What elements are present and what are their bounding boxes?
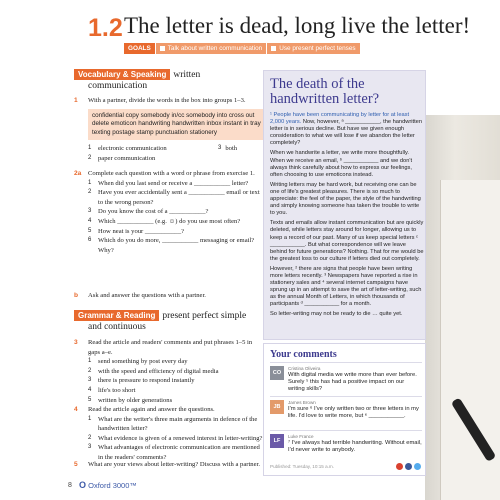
avatar: JB: [270, 400, 284, 414]
article-paragraph: However, ² there are signs that people have been writing more letters recently. ³ Newspapers have reported a rise in stationery sales and ⁴ several internet campaigns have sprung up in an attempt to save the art of letter-writing, such as the annual Month of Letters, in which thousands of participants ᵈ ___________ for a month.: [270, 265, 422, 308]
section-title-cont: communication: [88, 81, 148, 91]
comment-text: With digital media we write more than ever before. Surely ⁵ this has had a positive impact on our writing skills?: [288, 372, 417, 393]
page-title: The letter is dead, long live the letter!: [124, 13, 471, 38]
exercise-instruction: Complete each question with a word or phrase from exercise 1.: [88, 170, 255, 177]
comment-author: Luke France: [288, 434, 314, 439]
section-title: present perfect simple: [162, 311, 247, 321]
comment-author: Cristina Oliveira: [288, 366, 321, 371]
section-title: written: [173, 70, 201, 80]
word-box: confidential copy somebody in/cc somebody into cross out delete emoticon handwriting handwritten inbox instant in tray texting postage stamp punctuation stationery: [88, 109, 266, 141]
section-heading-vocabulary: [74, 70, 264, 91]
comment-text: I'm sure ⁶ I've only written two or three letters in my life. I'd love to write more, but ᵉ ___________.: [288, 406, 419, 420]
oxford-key-icon: O: [79, 480, 87, 490]
comment-item: [270, 434, 422, 454]
exercise-number: 3: [74, 339, 78, 346]
exercise-1: [74, 96, 264, 164]
unit-number: 1.2: [88, 14, 123, 42]
checkbox-square-icon: [160, 46, 165, 51]
article-paragraph: Texts and emails allow instant communication but are quickly deleted, while letters stay around for longer, allowing us to keep a record of our past. Many of us keep special letters ᶜ ___________. But what correspondence will we leave behind for future generations? Nothing. That for me would be the greatest loss to our culture if letters died out completely.: [270, 220, 424, 262]
goal-item: [156, 43, 266, 54]
question-list: [88, 415, 264, 463]
avatar: LF: [270, 434, 284, 448]
article-paragraph: Writing letters may be hard work, but receiving one can be one of life's greatest pleasures. There is so much to appreciate: the feel of the paper, the style of the handwriting and simply knowing someone has taken the trouble to write to you.: [270, 181, 421, 217]
comments-title: Your comments: [270, 349, 337, 360]
list-item: 2 Have you ever accidentally sent a ___________ email or text to the wrong person?: [88, 189, 260, 206]
avatar: CO: [270, 366, 284, 380]
goals-label: GOALS: [124, 43, 155, 54]
exercise-instruction: With a partner, divide the words in the box into groups 1–3.: [88, 97, 246, 104]
oxford-label: Oxford 3000™: [88, 481, 137, 490]
divider: [270, 396, 422, 397]
goal-text: Use present perfect tenses: [279, 45, 356, 52]
exercise-instruction: Read the article again and answer the questions.: [88, 406, 215, 413]
list-item: 2 What evidence is given of a renewed interest in letter-writing?: [88, 434, 263, 442]
exercise-5: [74, 460, 264, 470]
article-title: The death of the handwritten letter?: [270, 76, 380, 107]
article-body: [270, 112, 424, 322]
exercise-instruction: What are your views about letter-writing? Discuss with a partner.: [88, 461, 260, 468]
comment-text: ⁷ I've always had terrible handwriting. Without email, I'd never write to anybody.: [288, 440, 422, 454]
list-item: 4 Which ___________ (e.g. ☺) do you use most often?: [88, 217, 241, 225]
exercise-2a: [74, 169, 264, 255]
section-tag: Grammar & Reading: [74, 310, 159, 321]
share-icon[interactable]: [414, 463, 421, 470]
comment-item: [270, 366, 422, 394]
goal-item: [267, 43, 359, 54]
exercise-number: 2a: [74, 170, 82, 177]
list-item: 4 life's too short: [88, 386, 136, 394]
exercise-instruction: Ask and answer the questions with a partner.: [88, 292, 206, 299]
oxford-3000-badge: [79, 480, 137, 490]
list-item: 1 electronic communication 3 both: [88, 145, 238, 153]
exercise-3: [74, 338, 264, 405]
article-panel: [263, 70, 426, 340]
section-heading-grammar: [74, 311, 274, 332]
comment-author: James Brown: [288, 400, 316, 405]
checkbox-square-icon: [271, 46, 276, 51]
exercise-number: 5: [74, 461, 78, 468]
comments-panel: [263, 343, 426, 476]
phrase-list: [88, 357, 264, 405]
comment-item: [270, 400, 422, 420]
list-item: 2 paper communication: [88, 154, 156, 162]
question-list: [88, 179, 264, 256]
exercise-number: 4: [74, 406, 78, 413]
list-item: 6 Which do you do more, ___________ messaging or email? Why?: [88, 237, 255, 254]
list-item: 3 there is pressure to respond instantly: [88, 377, 195, 385]
exercise-number: b: [74, 292, 79, 299]
article-paragraph: When we handwrite a letter, we write more thoughtfully. When we receive an email, ᵇ ___________ and we don't always think carefully about how to express our feelings, often choosing to use emoticons instead.: [270, 150, 413, 178]
list-item: 3 Do you know the cost of a ___________?: [88, 208, 209, 216]
share-icon[interactable]: [396, 463, 403, 470]
page-number: 8: [68, 482, 72, 489]
article-paragraph: So letter-writing may not be ready to die … quite yet.: [270, 311, 403, 318]
list-item: 3 What advantages of electronic communication are mentioned in the readers' comments?: [88, 444, 260, 461]
list-item: 2 with the speed and efficiency of digital media: [88, 367, 219, 375]
published-timestamp: Published: Tuesday, 10:15 a.m.: [270, 464, 335, 469]
exercise-2b: [74, 291, 264, 301]
section-tag: Vocabulary & Speaking: [74, 69, 170, 80]
list-item: 5 written by older generations: [88, 396, 173, 404]
category-list: [88, 144, 264, 163]
goal-text: Talk about written communication: [167, 45, 263, 52]
section-title-cont: and continuous: [88, 322, 146, 332]
exercise-4: [74, 405, 264, 463]
list-item: 1 When did you last send or receive a ___________ letter?: [88, 179, 249, 187]
list-item: 5 How neat is your ___________?: [88, 227, 185, 235]
exercise-number: 1: [74, 97, 78, 104]
divider: [270, 362, 422, 363]
divider: [270, 430, 422, 431]
list-item: 1 What are the writer's three main arguments in defence of the handwritten letter?: [88, 415, 258, 433]
exercise-instruction: Read the article and readers' comments and put phrases 1–5 in gaps a–e.: [88, 339, 253, 356]
article-paragraph: ¹ People have been communicating by letter for at least 2,000 years. Now, however, ᵃ ___________, the handwritten letter is in serious decline. But have we given enough consideration to what we will lose if we abandon the letter completely?: [270, 112, 423, 147]
share-icon[interactable]: [405, 463, 412, 470]
list-item: 1 send something by post every day: [88, 358, 188, 366]
goals-bar: [124, 43, 360, 54]
